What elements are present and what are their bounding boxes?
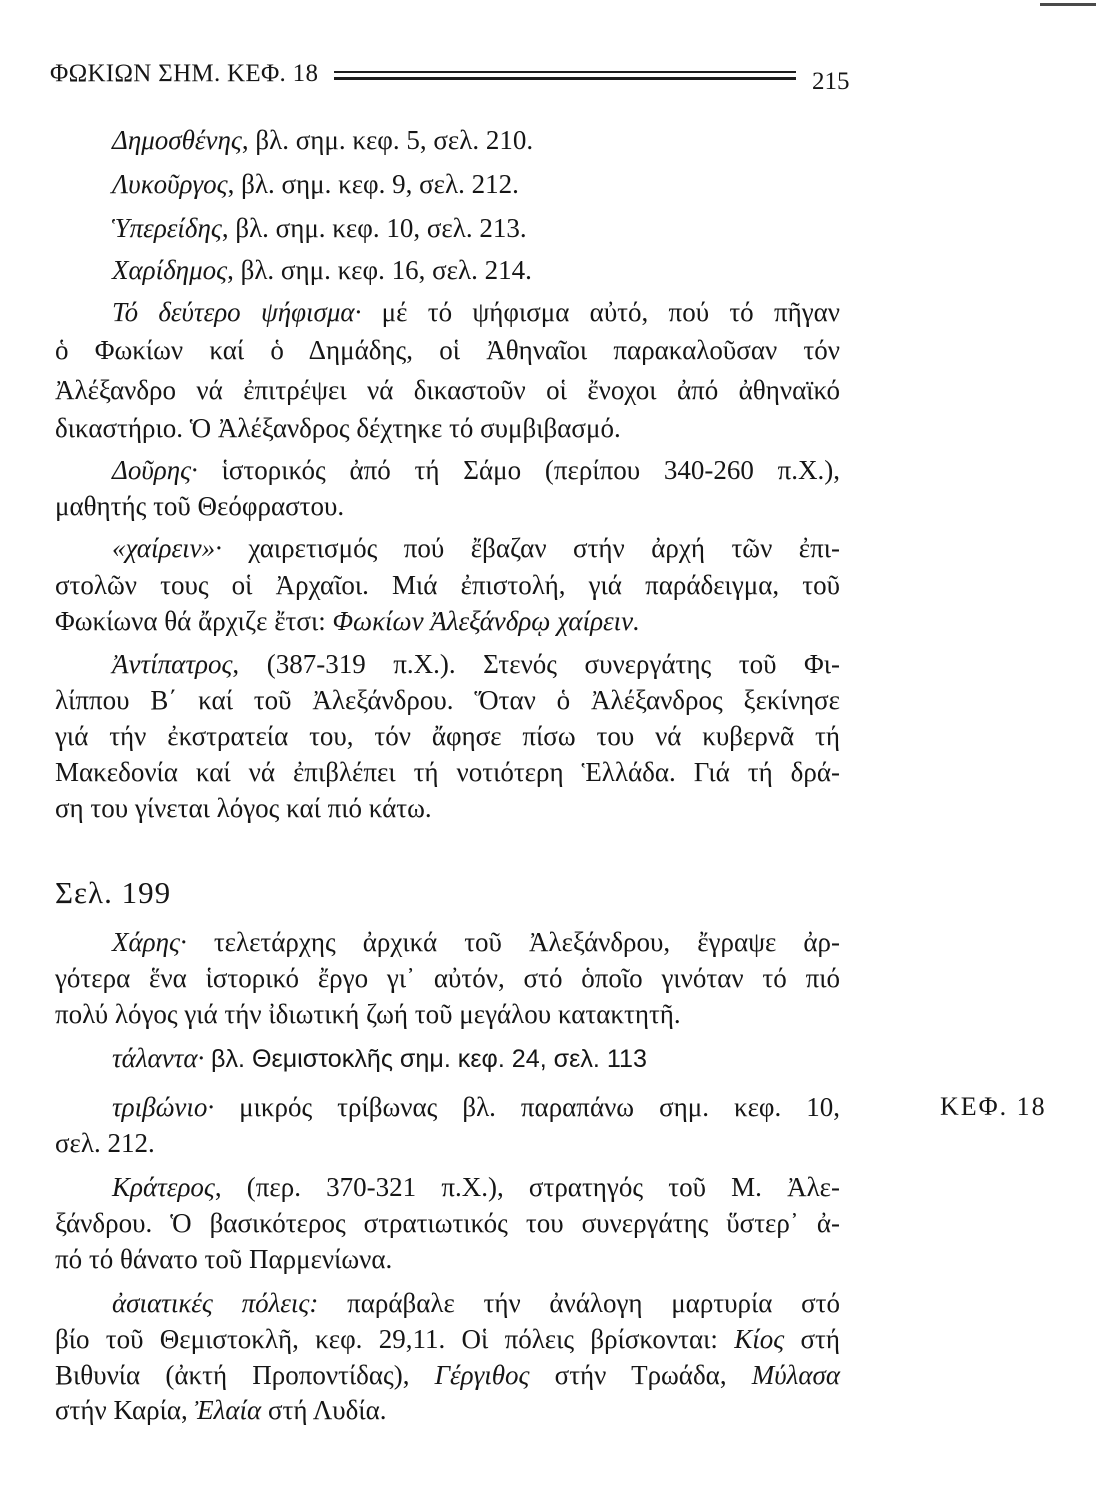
note-text: πολύ λόγος γιά τήν ἰδιωτική ζωή τοῦ μεγάλου κατακτητῆ. (55, 999, 681, 1029)
note-line (55, 960, 840, 996)
place-name: Κίος (734, 1324, 785, 1354)
note-line (55, 372, 840, 408)
note-line (55, 1205, 840, 1241)
note-line (112, 122, 840, 158)
note-term: Χαρίδημος (112, 255, 228, 285)
note-term: Ὑπερείδης (112, 213, 222, 243)
note-text: στή Λυδία. (267, 1395, 387, 1425)
note-line (55, 996, 840, 1032)
note-line (112, 646, 840, 682)
place-name: Ἐλαία (194, 1395, 262, 1425)
note-text: Μακεδονία καί νά ἐπιβλέπει τή νοτιότερη Ἑλλάδα. Γιά τή δρά- (55, 757, 840, 787)
note-line (112, 166, 840, 202)
note-line (55, 332, 840, 368)
note-text: ὁ Φωκίων καί ὁ Δημάδης, οἱ Ἀθηναῖοι παρακαλοῦσαν τόν (55, 335, 840, 365)
note-line (55, 1392, 840, 1428)
note-term: «χαίρειν»· (112, 533, 222, 563)
note-line (112, 252, 840, 288)
note-term: Δοῦρης· (112, 455, 198, 485)
note-text: , (περ. 370-321 π.Χ.), στρατηγός τοῦ Μ. Ἀλε- (214, 1172, 840, 1202)
note-line (112, 1040, 840, 1076)
note-text: γότερα ἕνα ἱστορικό ἔργο γι᾽ αὐτόν, στό ὁποῖο γινόταν τό πιό (55, 963, 840, 993)
note-line (55, 1125, 840, 1161)
note-line (55, 603, 840, 639)
note-term: Τό δεύτερο ψήφισμα· (112, 297, 362, 327)
note-text: μέ τό ψήφισμα αὐτό, πού τό πῆγαν (381, 297, 840, 327)
note-text: ξάνδρου. Ὁ βασικότερος στρατιωτικός του συνεργάτης ὕστερ᾽ ἀ- (55, 1208, 840, 1238)
note-text: στήν Καρία, (55, 1395, 188, 1425)
note-line (55, 790, 840, 826)
place-name: Μύλασα (751, 1360, 840, 1390)
note-line (55, 410, 840, 446)
note-text: πό τό θάνατο τοῦ Παρμενίωνα. (55, 1244, 393, 1274)
section-heading: Σελ. 199 (55, 875, 172, 910)
note-text: στή (800, 1324, 840, 1354)
note-line (112, 1169, 840, 1205)
note-text: τελετάρχης ἀρχικά τοῦ Ἀλεξάνδρου, ἔγραψε ἀρ- (213, 927, 841, 957)
quoted-greeting: Φωκίων Ἀλεξάνδρῳ χαίρειν. (332, 606, 640, 636)
note-text: ἱστορικός ἀπό τή Σάμο (περίπου 340-260 π.Χ.), (221, 455, 840, 485)
note-text: χαιρετισμός πού ἔβαζαν στήν ἀρχή τῶν ἐπι- (248, 533, 840, 563)
note-term: Κράτερος (112, 1172, 215, 1202)
note-text: βίο τοῦ Θεμιστοκλῆ, κεφ. 29,11. Οἱ πόλεις βρίσκονται: (55, 1324, 718, 1354)
note-line (55, 754, 840, 790)
note-line (55, 682, 840, 718)
note-text: στολῶν τους οἱ Ἀρχαῖοι. Μιά ἐπιστολή, γιά παράδειγμα, τοῦ (55, 570, 840, 600)
note-text: Βιθυνία (ἀκτή Προποντίδας), (55, 1360, 410, 1390)
note-line (55, 488, 840, 524)
note-term: τριβώνιο· (112, 1092, 215, 1122)
note-line (55, 1357, 840, 1393)
note-text: λίππου Β΄ καί τοῦ Ἀλεξάνδρου. Ὅταν ὁ Ἀλέξανδρος ξεκίνησε (55, 685, 840, 715)
scan-edge-mark (1040, 3, 1096, 6)
note-line (55, 1241, 840, 1277)
note-line (112, 452, 840, 488)
note-line (55, 718, 840, 754)
running-title: ΦΩΚΙΩΝ ΣΗΜ. ΚΕΦ. 18 (50, 60, 319, 87)
note-line (112, 1285, 840, 1321)
note-line (112, 1089, 840, 1125)
note-term: τάλαντα· (112, 1043, 205, 1073)
note-text: στήν Τρωάδα, (554, 1360, 727, 1390)
note-line (112, 210, 840, 246)
note-text: δικαστήριο. Ὁ Ἀλέξανδρος δέχτηκε τό συμβιβασμό. (55, 413, 621, 443)
header-rule-top (334, 71, 796, 73)
margin-chapter-note: ΚΕΦ. 18 (940, 1092, 1047, 1121)
note-text: ση του γίνεται λόγος καί πιό κάτω. (55, 793, 432, 823)
header-rule-bottom (334, 77, 796, 80)
note-text: σελ. 212. (55, 1128, 155, 1158)
note-line (55, 567, 840, 603)
page-number: 215 (812, 68, 850, 95)
note-term: Δημοσθένης (112, 125, 242, 155)
note-text: Φωκίωνα θά ἄρχιζε ἔτσι: (55, 606, 326, 636)
note-line (112, 294, 840, 330)
note-line (55, 1321, 840, 1357)
place-name: Γέργιθος (434, 1360, 530, 1390)
note-text: παράβαλε τήν ἀνάλογη μαρτυρία στό (347, 1288, 840, 1318)
note-text: γιά τήν ἐκστρατεία του, τόν ἄφησε πίσω του νά κυβερνᾶ τή (55, 721, 840, 751)
note-text: , βλ. σημ. κεφ. 9, σελ. 212. (227, 169, 519, 199)
note-term: ἀσιατικές πόλεις: (112, 1288, 319, 1318)
note-text: μικρός τρίβωνας βλ. παραπάνω σημ. κεφ. 10, (239, 1092, 840, 1122)
note-text: , βλ. σημ. κεφ. 10, σελ. 213. (221, 213, 527, 243)
note-text: μαθητής τοῦ Θεόφραστου. (55, 491, 345, 521)
note-line (112, 530, 840, 566)
note-term: Ἀντίπατρος (112, 649, 233, 679)
note-text: , βλ. σημ. κεφ. 5, σελ. 210. (241, 125, 534, 155)
note-text: Ἀλέξανδρο νά ἐπιτρέψει νά δικαστοῦν οἱ ἔνοχοι ἀπό ἀθηναϊκό (55, 375, 840, 405)
note-line (112, 924, 840, 960)
note-text: βλ. Θεμιστοκλῆς σημ. κεφ. 24, σελ. 113 (211, 1045, 647, 1073)
note-text: , (387-319 π.Χ.). Στενός συνεργάτης τοῦ Φι- (232, 649, 840, 679)
note-term: Χάρης· (112, 927, 187, 957)
note-term: Λυκοῦργος (112, 169, 228, 199)
note-text: , βλ. σημ. κεφ. 16, σελ. 214. (227, 255, 532, 285)
